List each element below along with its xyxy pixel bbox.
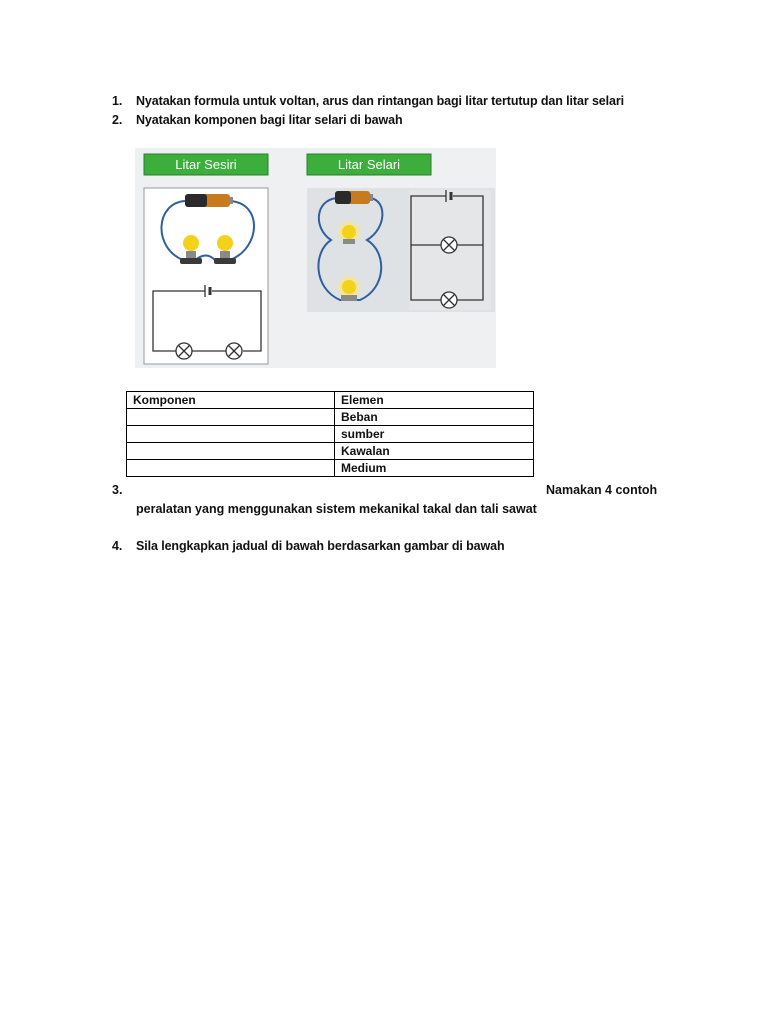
question-number: 4. bbox=[112, 539, 123, 553]
components-table bbox=[126, 391, 534, 477]
table-row bbox=[127, 460, 534, 477]
table-header-row bbox=[127, 392, 534, 409]
lamp-symbol-icon bbox=[441, 237, 457, 253]
question-text: Nyatakan formula untuk voltan, arus dan rintangan bagi litar tertutup dan litar selari bbox=[136, 94, 625, 108]
series-panel bbox=[144, 188, 268, 364]
lamp-symbol-icon bbox=[226, 343, 242, 359]
question-3-number: 3. bbox=[112, 483, 123, 497]
svg-text:Litar Sesiri: Litar Sesiri bbox=[175, 157, 237, 172]
table-cell bbox=[127, 460, 335, 477]
table-header-cell: Elemen bbox=[335, 392, 534, 409]
question-number: 2. bbox=[112, 113, 123, 127]
table-header-cell: Komponen bbox=[127, 392, 335, 409]
table-cell: sumber bbox=[335, 426, 534, 443]
question-1 bbox=[112, 94, 624, 108]
table-cell bbox=[127, 409, 335, 426]
question-3-text-continued: peralatan yang menggunakan sistem mekanikal takal dan tali sawat bbox=[136, 502, 537, 516]
table-cell: Beban bbox=[335, 409, 534, 426]
table-row bbox=[127, 443, 534, 460]
parallel-label bbox=[307, 154, 431, 175]
series-label bbox=[144, 154, 268, 175]
question-text: Sila lengkapkan jadual di bawah berdasarkan gambar di bawah bbox=[136, 539, 505, 553]
question-3-text: Namakan 4 contoh bbox=[546, 483, 658, 497]
circuit-figure bbox=[135, 148, 496, 368]
table-cell bbox=[127, 426, 335, 443]
question-text: Nyatakan komponen bagi litar selari di bawah bbox=[136, 113, 403, 127]
table-row bbox=[127, 426, 534, 443]
bulb-icon bbox=[338, 276, 360, 301]
question-4 bbox=[112, 539, 505, 553]
table-cell: Kawalan bbox=[335, 443, 534, 460]
table-cell bbox=[127, 443, 335, 460]
battery-icon bbox=[335, 191, 373, 204]
battery-icon bbox=[185, 194, 233, 207]
lamp-symbol-icon bbox=[176, 343, 192, 359]
lamp-symbol-icon bbox=[441, 292, 457, 308]
table-cell: Medium bbox=[335, 460, 534, 477]
question-2 bbox=[112, 113, 403, 127]
question-number: 1. bbox=[112, 94, 123, 108]
table-row bbox=[127, 409, 534, 426]
svg-text:Litar Selari: Litar Selari bbox=[337, 157, 401, 172]
